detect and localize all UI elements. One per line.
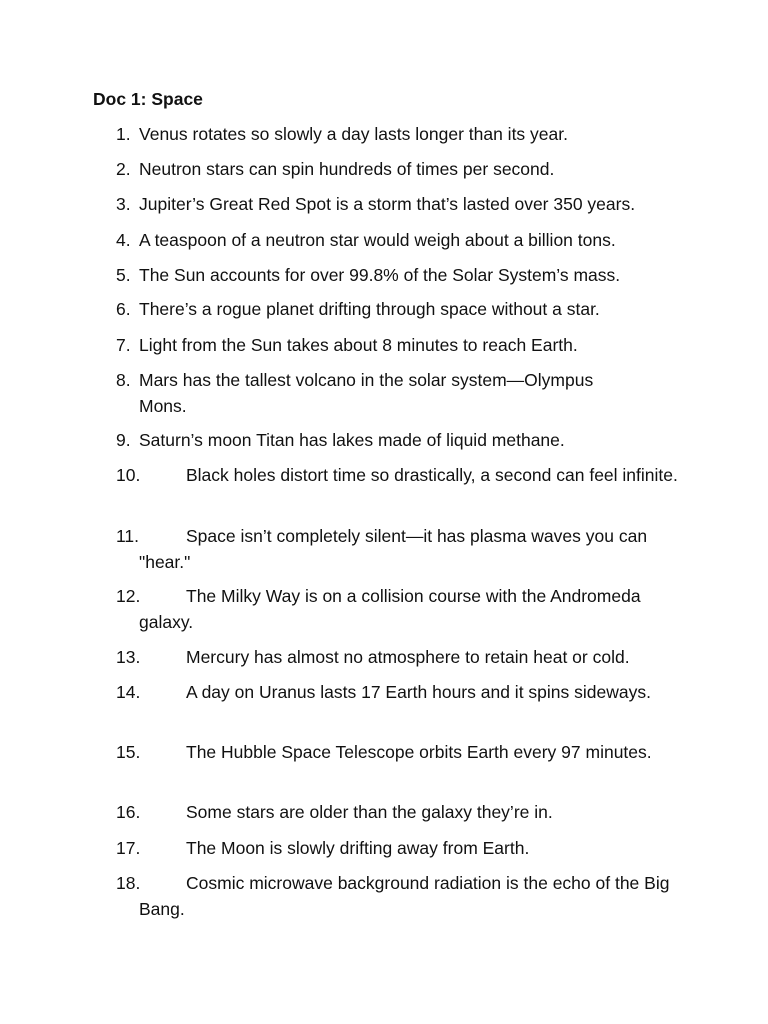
list-item-text: Venus rotates so slowly a day lasts longer than its year. <box>139 124 568 144</box>
list-item-number: 10. <box>116 465 141 485</box>
list-item-number: 4. <box>116 230 131 250</box>
list-item-number: 14. <box>116 682 141 702</box>
list-item-text: Black holes distort time so drastically, a second can feel infinite. <box>186 465 678 485</box>
list-item-number: 17. <box>116 838 141 858</box>
list-item-text: The Milky Way is on a collision course with the Andromeda galaxy. <box>139 586 641 632</box>
list-item-text: There’s a rogue planet drifting through space without a star. <box>139 299 600 319</box>
list-item-text: Light from the Sun takes about 8 minutes to reach Earth. <box>139 335 578 355</box>
list-item-text: Neutron stars can spin hundreds of times per second. <box>139 159 555 179</box>
list-item-text: Some stars are older than the galaxy they’re in. <box>186 802 553 822</box>
list-item-number: 11. <box>116 526 140 546</box>
list-item-number: 12. <box>116 586 141 606</box>
list-item-number: 18. <box>116 873 141 893</box>
list-item-text: A teaspoon of a neutron star would weigh about a billion tons. <box>139 230 616 250</box>
list-item-text: The Sun accounts for over 99.8% of the Solar System’s mass. <box>139 265 621 285</box>
list-item-text: Cosmic microwave background radiation is the echo of the Big Bang. <box>139 873 670 919</box>
list-item-number: 16. <box>116 802 141 822</box>
list-item-number: 1. <box>116 124 131 144</box>
list-item-number: 3. <box>116 194 131 214</box>
list-item-text: Mars has the tallest volcano in the solar system—Olympus Mons. <box>139 370 594 416</box>
list-item-text: Space isn’t completely silent—it has plasma waves you can "hear." <box>139 526 648 572</box>
list-item-text: A day on Uranus lasts 17 Earth hours and it spins sideways. <box>186 682 651 702</box>
list-item-text: The Moon is slowly drifting away from Earth. <box>186 838 530 858</box>
list-item-text: The Hubble Space Telescope orbits Earth every 97 minutes. <box>186 742 652 762</box>
list-item-number: 6. <box>116 299 131 319</box>
list-item-number: 13. <box>116 647 141 667</box>
list-item-text: Saturn’s moon Titan has lakes made of liquid methane. <box>139 430 565 450</box>
list-item-text: Jupiter’s Great Red Spot is a storm that’s lasted over 350 years. <box>139 194 636 214</box>
list-item-number: 8. <box>116 370 131 390</box>
list-item-number: 2. <box>116 159 131 179</box>
list-item-text: Mercury has almost no atmosphere to retain heat or cold. <box>186 647 630 667</box>
document-title: Doc 1: Space <box>93 89 203 109</box>
list-item-number: 9. <box>116 430 131 450</box>
list-item-number: 7. <box>116 335 131 355</box>
list-item-number: 5. <box>116 265 131 285</box>
list-item-number: 15. <box>116 742 141 762</box>
